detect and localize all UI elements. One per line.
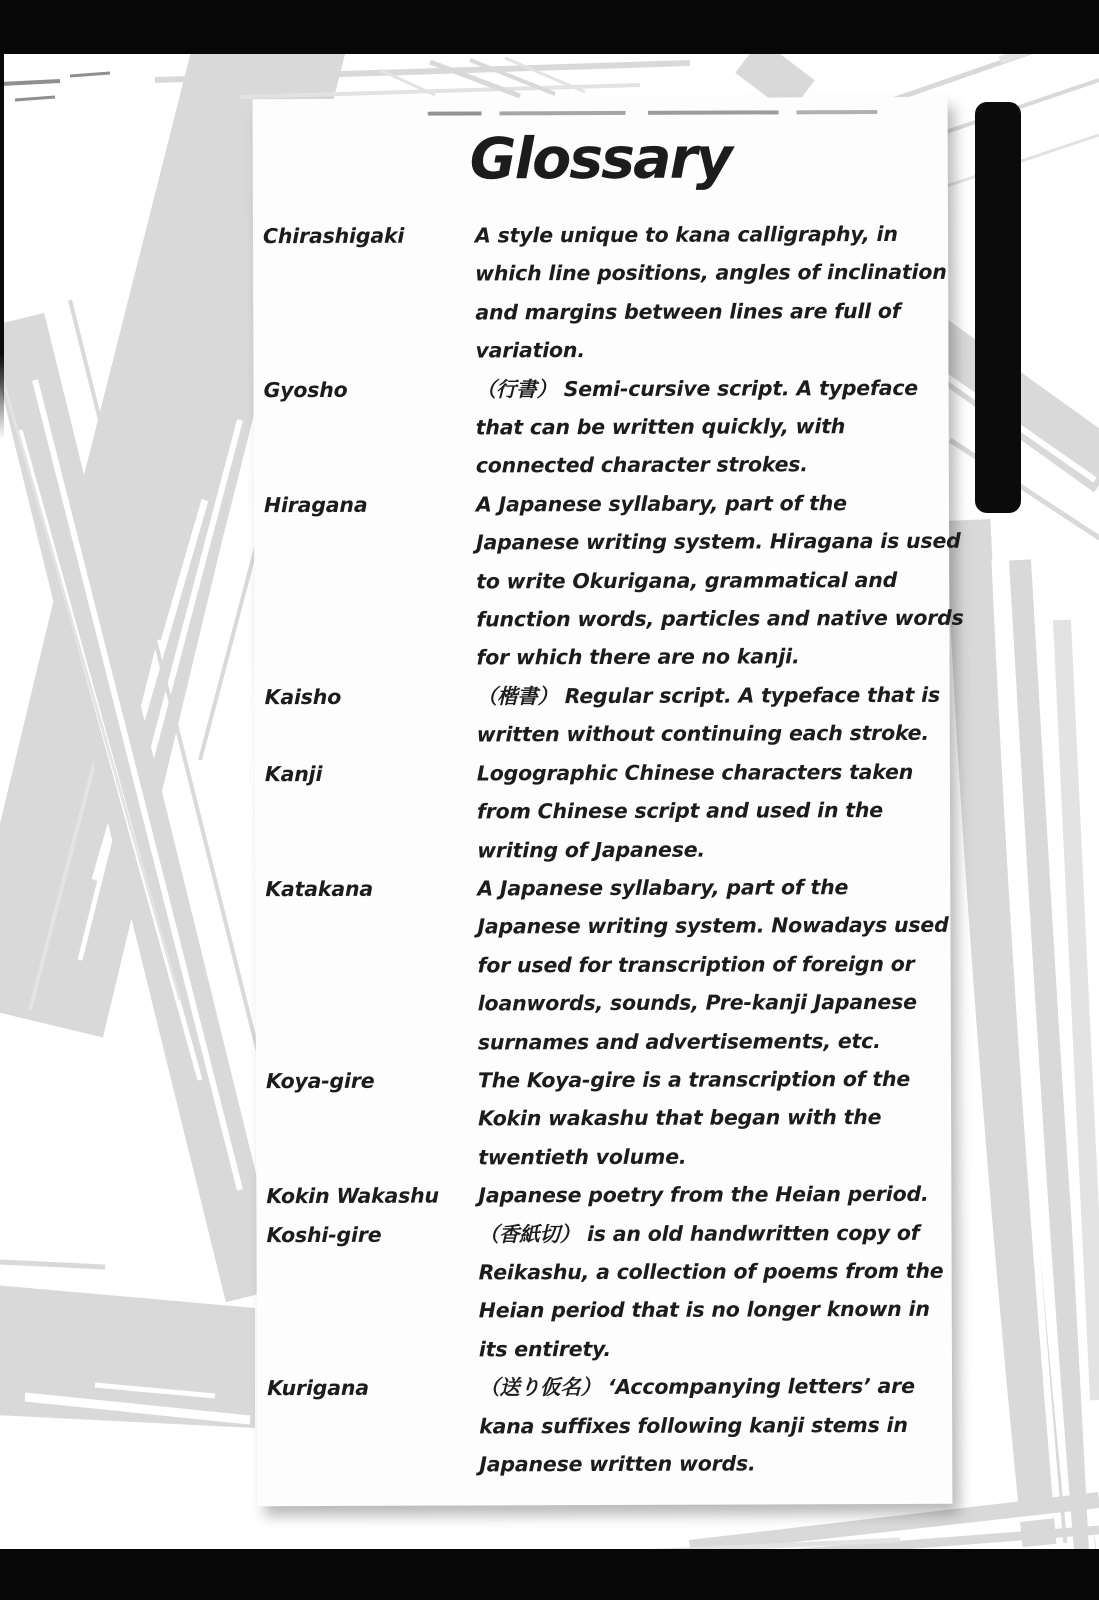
glossary-term: Koya-gire: [265, 1068, 375, 1094]
brush-stroke: [0, 81, 60, 84]
glossary-term: Kokin Wakashu: [266, 1183, 439, 1209]
glossary-list: [253, 215, 964, 1485]
glossary-definition: （楷書） Regular script. A typeface that is written without continuing each stroke.: [476, 682, 941, 747]
brush-stroke: [70, 73, 110, 76]
glossary-definition: （送り仮名） ‘Accompanying letters’ are kana suffixes following kanji stems in Japanese written words.: [479, 1374, 915, 1477]
glossary-panel: [253, 97, 964, 1506]
black-brush-bar: [975, 102, 1021, 513]
dry-brush-streak: [428, 110, 878, 116]
brush-stroke: [748, 56, 802, 97]
glossary-term: Hiragana: [263, 492, 368, 518]
glossary-term: Gyosho: [263, 377, 348, 402]
glossary-definition: （行書） Semi-cursive script. A typeface that can be written quickly, with connected character strokes.: [475, 375, 919, 478]
page-title: Glossary: [469, 125, 731, 193]
brush-stroke: [15, 97, 55, 100]
glossary-term: Kaisho: [264, 684, 342, 710]
left-edge-ink-line: [0, 54, 4, 439]
brush-stroke: [0, 1262, 105, 1267]
glossary-term: Kanji: [264, 761, 323, 786]
glossary-definition: A Japanese syllabary, part of the Japanese writing system. Hiragana is used to write Okurigana, grammatical and function words, particles and native words for which there are no kanji.: [475, 490, 964, 670]
glossary-term: Kurigana: [267, 1376, 369, 1401]
top-letterbox-bar: [0, 0, 1099, 54]
glossary-term: Chirashigaki: [262, 223, 405, 249]
glossary-term: Katakana: [265, 876, 374, 902]
glossary-definition: Japanese poetry from the Heian period.: [478, 1182, 929, 1208]
glossary-term: Koshi-gire: [266, 1222, 382, 1247]
glossary-definition: A Japanese syllabary, part of the Japanese writing system. Nowadays used for used for transcription of foreign or loanwords, sounds, Pre-kanji Japanese surnames and advertisements, etc.: [477, 875, 949, 1054]
glossary-definition: （香紙切） is an old handwritten copy of Reikashu, a collection of poems from the Heian period that is no longer known in its entirety.: [478, 1220, 944, 1362]
bottom-letterbox-bar: [0, 1549, 1099, 1600]
glossary-definition: Logographic Chinese characters taken from Chinese script and used in the writing of Japanese.: [476, 759, 914, 862]
glossary-definition: The Koya-gire is a transcription of the Kokin wakashu that began with the twentieth volume.: [477, 1066, 911, 1170]
glossary-definition: A style unique to kana calligraphy, in which line positions, angles of inclination and margins between lines are full of variation.: [474, 221, 947, 363]
